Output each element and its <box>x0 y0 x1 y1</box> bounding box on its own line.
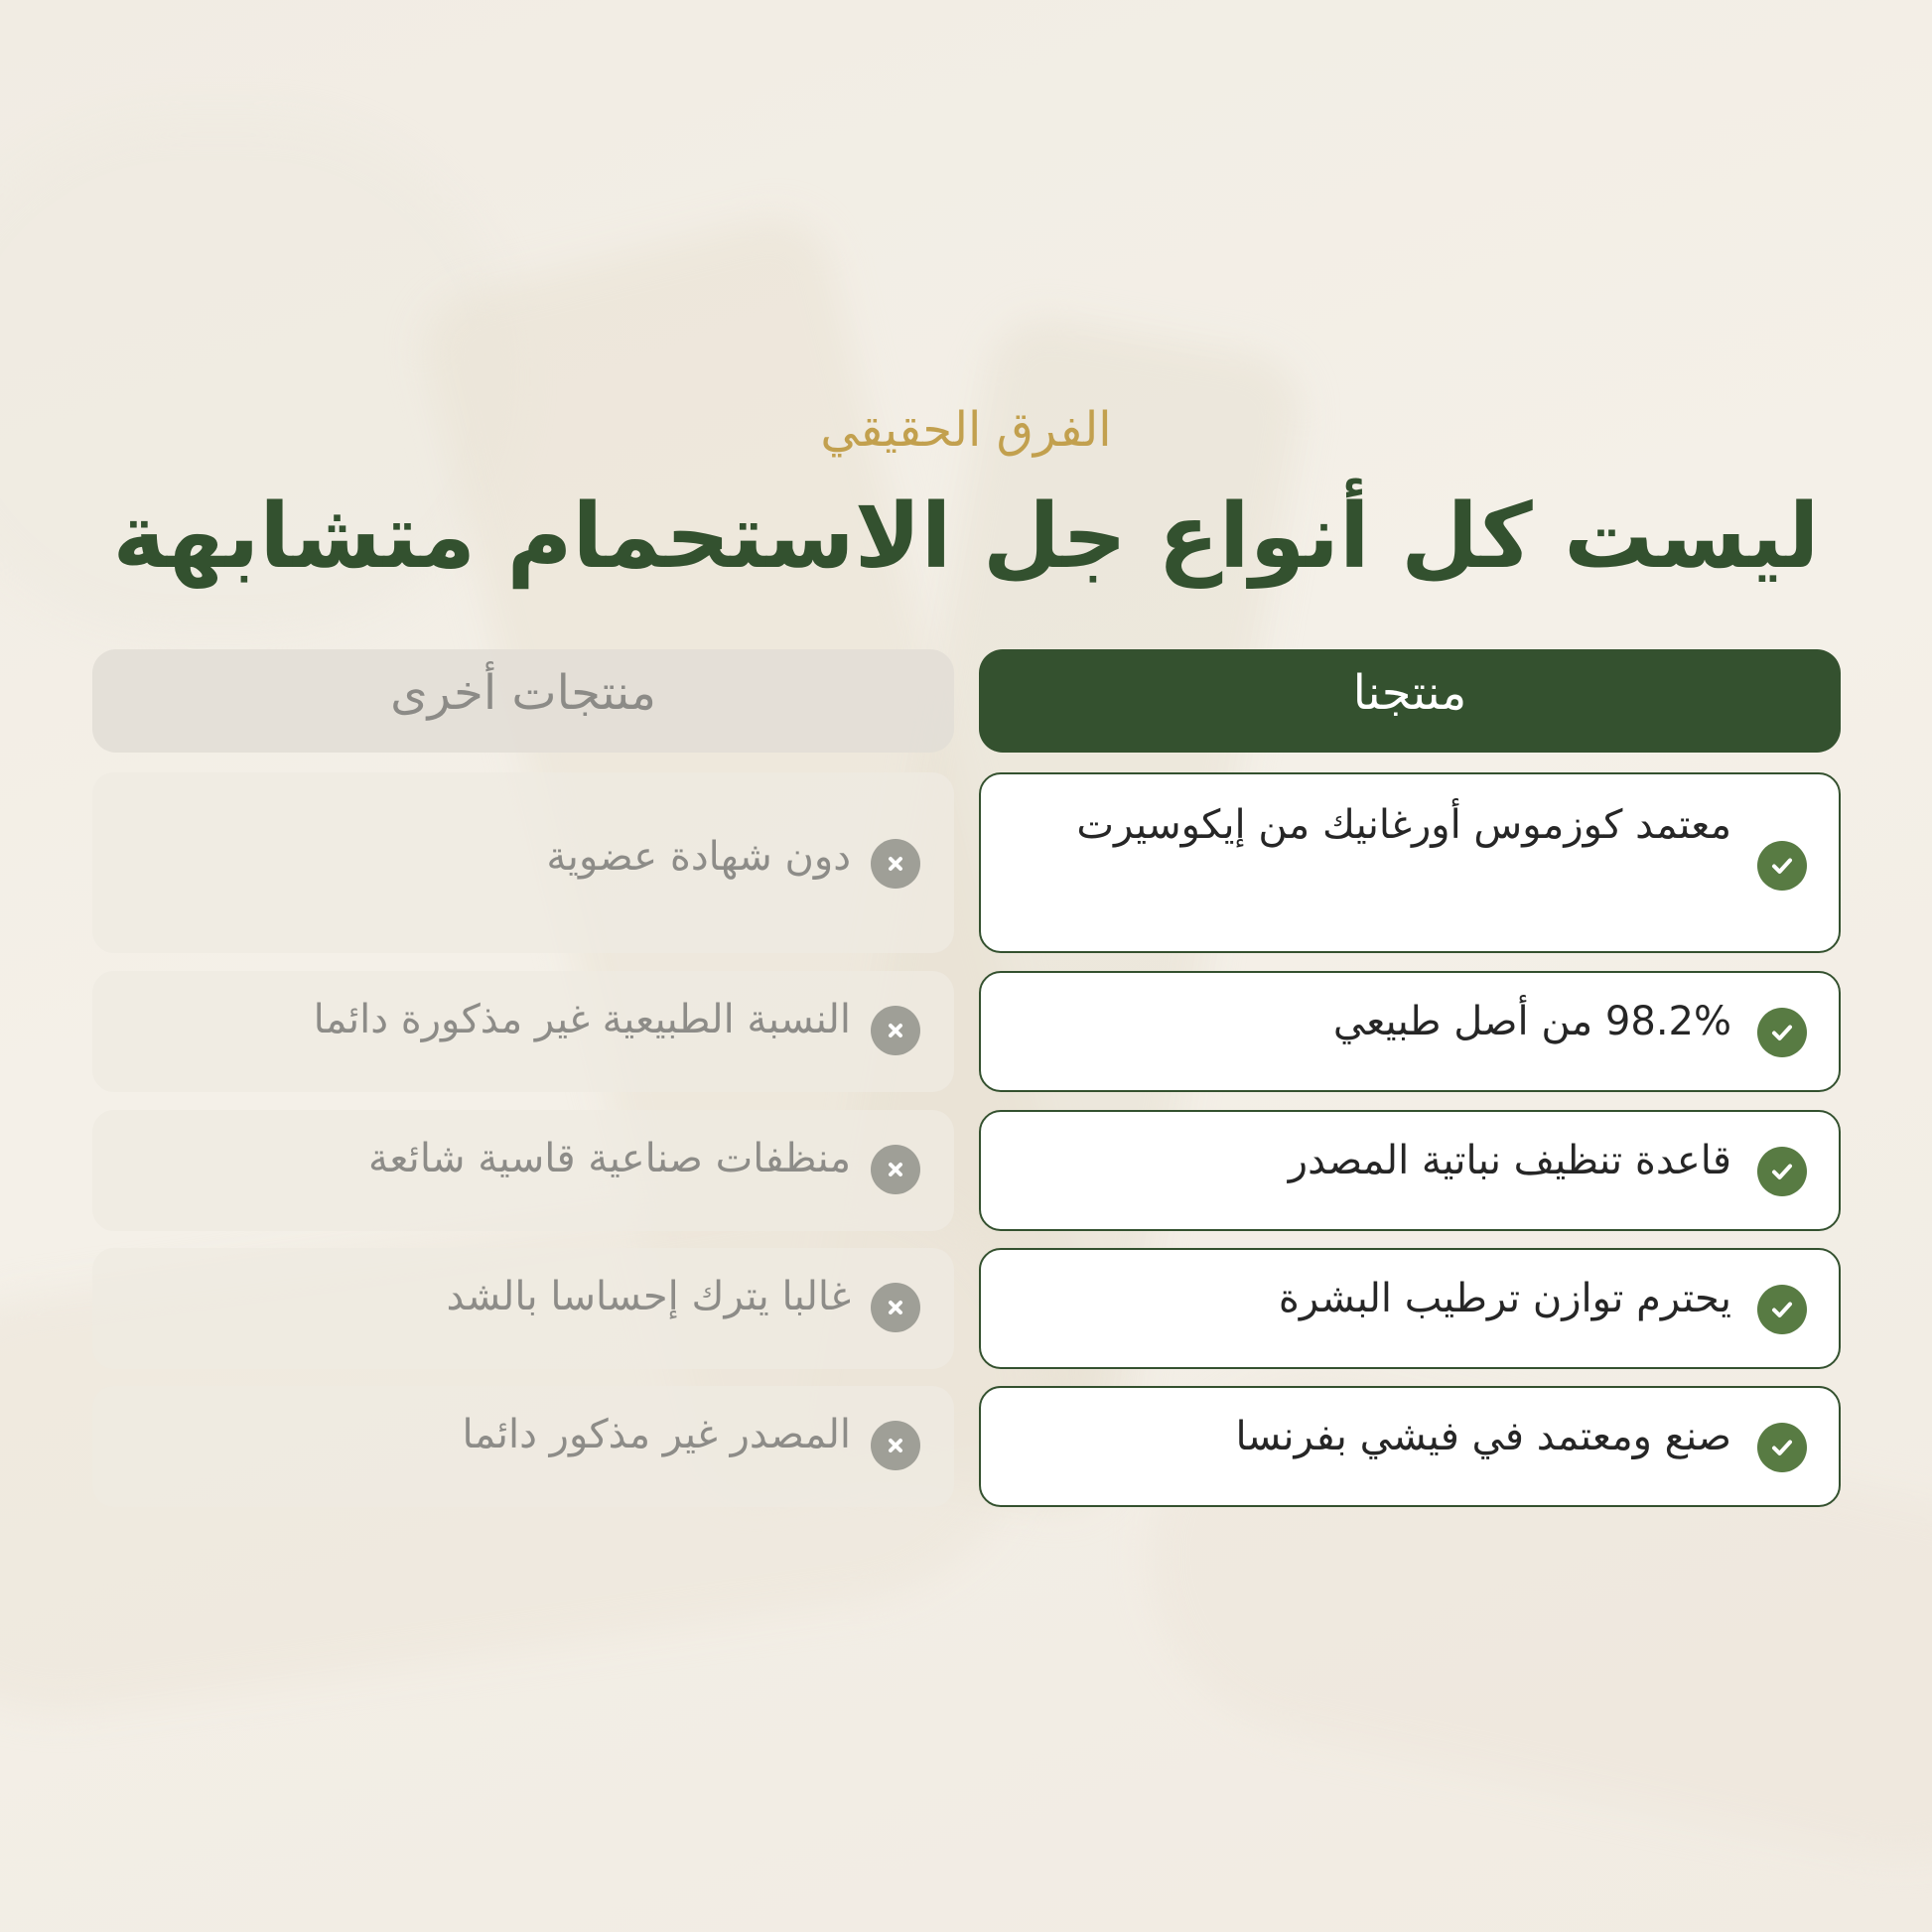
check-circle-icon <box>1757 1008 1807 1057</box>
x-circle-icon <box>871 1006 920 1055</box>
check-circle-icon <box>1757 841 1807 891</box>
ours-row-text: معتمد كوزموس أورغانيك من إيكوسيرت <box>1076 802 1731 848</box>
others-row <box>92 1110 954 1231</box>
page-title: ليست كل أنواع جل الاستحمام متشابهة <box>112 484 1820 589</box>
ours-row <box>979 971 1841 1092</box>
column-header-others-label: منتجات أخرى <box>390 665 656 721</box>
others-row-text: دون شهادة عضوية <box>546 834 851 880</box>
ours-row <box>979 1386 1841 1507</box>
ours-row <box>979 772 1841 953</box>
others-row <box>92 1386 954 1507</box>
check-circle-icon <box>1757 1147 1807 1196</box>
ours-row <box>979 1110 1841 1231</box>
check-circle-icon <box>1757 1423 1807 1472</box>
x-circle-icon <box>871 1283 920 1332</box>
column-header-ours <box>979 649 1841 753</box>
column-header-others <box>92 649 954 753</box>
ours-row <box>979 1248 1841 1369</box>
ours-row-text: قاعدة تنظيف نباتية المصدر <box>1288 1138 1731 1183</box>
others-row-text: غالبا يترك إحساسا بالشد <box>446 1274 851 1319</box>
check-circle-icon <box>1757 1285 1807 1334</box>
others-row-text: النسبة الطبيعية غير مذكورة دائما <box>313 997 851 1042</box>
x-circle-icon <box>871 1421 920 1470</box>
others-row <box>92 772 954 953</box>
others-row-text: المصدر غير مذكور دائما <box>462 1412 851 1457</box>
others-row <box>92 971 954 1092</box>
others-row-text: منظفات صناعية قاسية شائعة <box>367 1136 851 1181</box>
eyebrow-label: الفرق الحقيقي <box>820 402 1112 458</box>
x-circle-icon <box>871 1145 920 1194</box>
column-header-ours-label: منتجنا <box>1352 665 1467 721</box>
ours-row-text: يحترم توازن ترطيب البشرة <box>1278 1276 1731 1321</box>
others-row <box>92 1248 954 1369</box>
ours-row-text: 98.2% من أصل طبيعي <box>1332 999 1731 1044</box>
ours-row-text: صنع ومعتمد في فيشي بفرنسا <box>1235 1414 1731 1459</box>
x-circle-icon <box>871 839 920 889</box>
